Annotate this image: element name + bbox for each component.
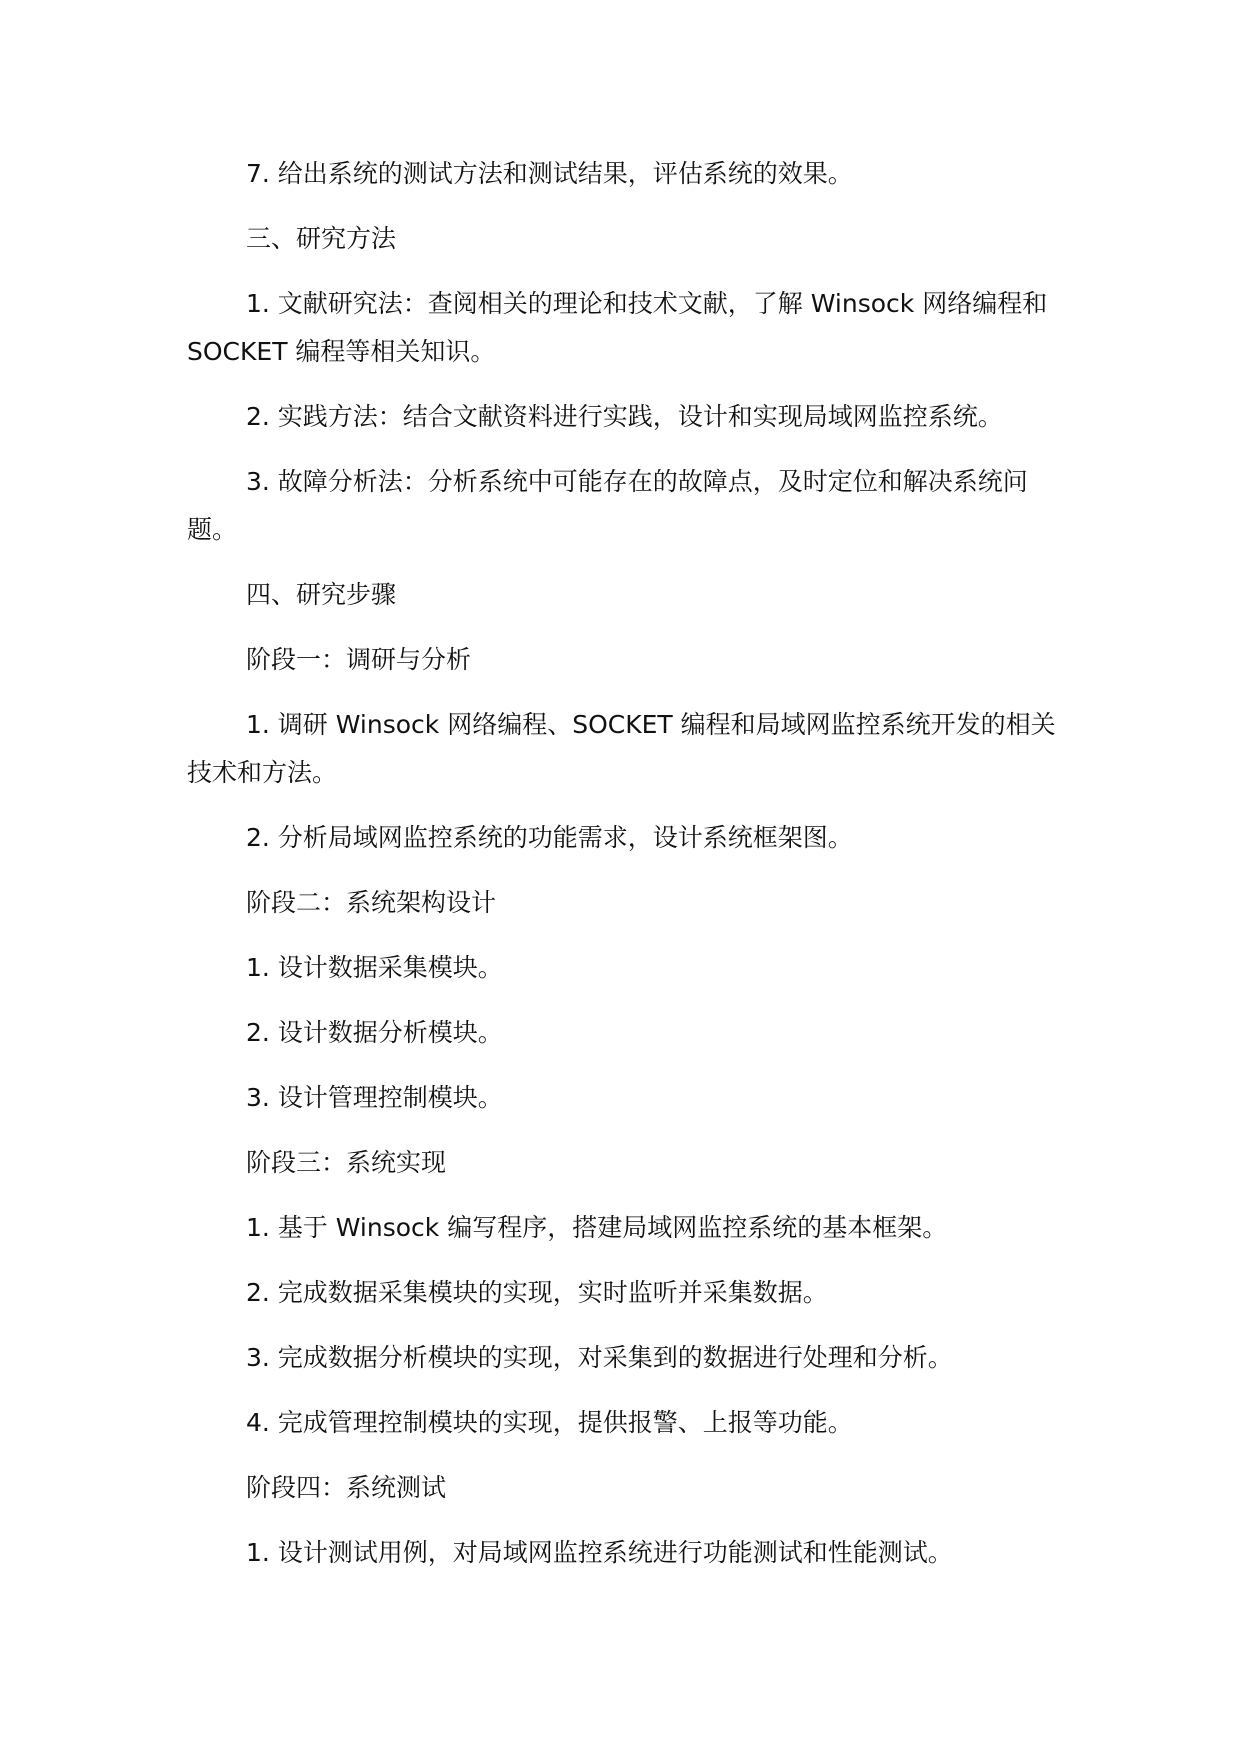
paragraph-stage1-item1: 1. 调研 Winsock 网络编程、SOCKET 编程和局域网监控系统开发的相关技术和方法。 xyxy=(187,710,1056,787)
paragraph-stage1-item2: 2. 分析局域网监控系统的功能需求，设计系统框架图。 xyxy=(246,823,853,852)
paragraph-stage2-item2: 2. 设计数据分析模块。 xyxy=(246,1018,503,1047)
paragraph-fault-analysis-method: 3. 故障分析法：分析系统中可能存在的故障点，及时定位和解决系统问题。 xyxy=(187,467,1028,544)
stage-heading-1: 阶段一：调研与分析 xyxy=(246,645,472,674)
paragraph-stage4-item1: 1. 设计测试用例，对局域网监控系统进行功能测试和性能测试。 xyxy=(246,1538,953,1567)
paragraph-stage3-item1: 1. 基于 Winsock 编写程序，搭建局域网监控系统的基本框架。 xyxy=(246,1213,948,1242)
paragraph-practice-method: 2. 实践方法：结合文献资料进行实践，设计和实现局域网监控系统。 xyxy=(246,402,1003,431)
paragraph-stage2-item3: 3. 设计管理控制模块。 xyxy=(246,1083,503,1112)
paragraph-stage3-item4: 4. 完成管理控制模块的实现，提供报警、上报等功能。 xyxy=(246,1408,853,1437)
paragraph-stage3-item2: 2. 完成数据采集模块的实现，实时监听并采集数据。 xyxy=(246,1278,828,1307)
paragraph-literature-method: 1. 文献研究法：查阅相关的理论和技术文献，了解 Winsock 网络编程和 SOCKET 编程等相关知识。 xyxy=(187,289,1048,366)
section-heading-research-methods: 三、研究方法 xyxy=(246,224,397,253)
stage-heading-4: 阶段四：系统测试 xyxy=(246,1473,447,1502)
stage-heading-3: 阶段三：系统实现 xyxy=(246,1148,447,1177)
section-heading-research-steps: 四、研究步骤 xyxy=(246,580,397,609)
paragraph-test-method: 7. 给出系统的测试方法和测试结果，评估系统的效果。 xyxy=(246,159,853,188)
stage-heading-2: 阶段二：系统架构设计 xyxy=(246,888,497,917)
document-body xyxy=(187,150,1067,1594)
paragraph-stage3-item3: 3. 完成数据分析模块的实现，对采集到的数据进行处理和分析。 xyxy=(246,1343,953,1372)
paragraph-stage2-item1: 1. 设计数据采集模块。 xyxy=(246,953,503,982)
